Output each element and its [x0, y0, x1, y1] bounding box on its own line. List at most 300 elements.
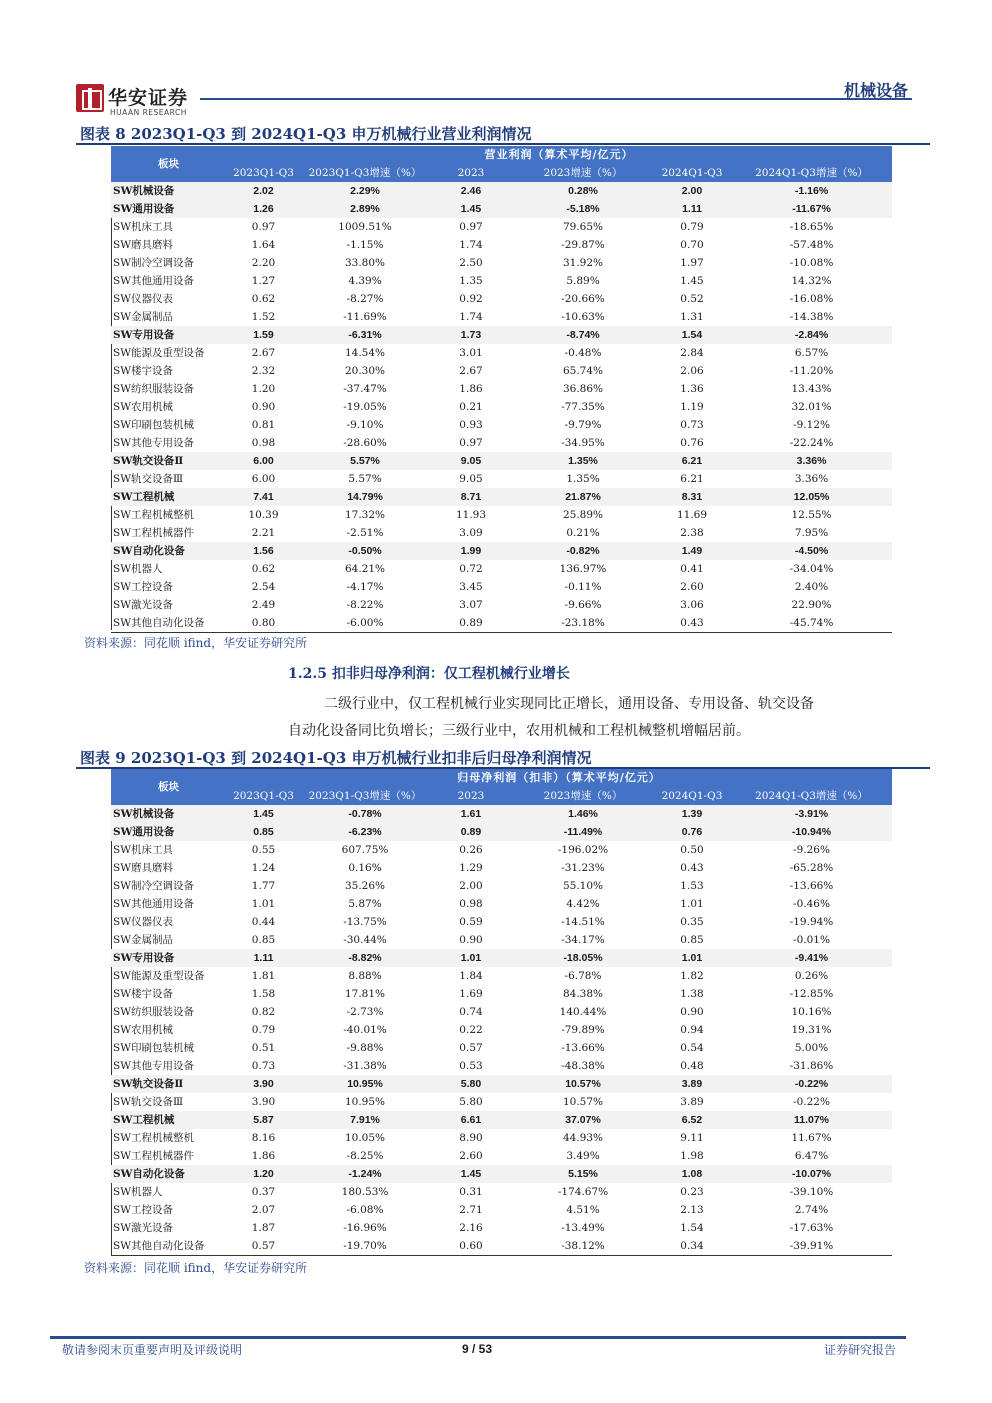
table-cell: -1.16%: [731, 182, 892, 200]
table-cell: 3.45: [459, 581, 483, 593]
row-label: SW磨具磨料: [113, 862, 173, 874]
table-row: [111, 1075, 892, 1093]
table-row: [111, 272, 892, 290]
table-cell: -9.88%: [346, 1042, 384, 1054]
table-cell: -31.86%: [789, 1060, 834, 1072]
table-cell: 1.24: [251, 862, 276, 874]
table-cell: 3.89: [653, 1075, 731, 1093]
table-row: [111, 1165, 892, 1183]
table-row: [111, 542, 892, 560]
table-cell: 5.57%: [348, 473, 382, 485]
table-cell: 0.85: [226, 823, 301, 841]
row-label: SW机器人: [113, 1186, 163, 1198]
table-cell: 2.00: [459, 880, 483, 892]
table-cell: 0.82: [251, 1006, 276, 1018]
table-row: [111, 913, 892, 931]
table-cell: -8.82%: [301, 949, 429, 967]
figure8-rule: [76, 143, 930, 145]
table-cell: 10.39: [248, 509, 279, 521]
table-cell: -3.91%: [731, 805, 892, 823]
table-cell: -2.51%: [346, 527, 384, 539]
table-cell: 0.90: [459, 934, 483, 946]
table-row: [111, 182, 892, 200]
table-cell: 12.05%: [731, 488, 892, 506]
figure8-col-header: 2024Q1-Q3: [653, 164, 731, 182]
table-cell: 0.28%: [513, 182, 653, 200]
table-cell: 1.26: [226, 200, 301, 218]
table-cell: 0.90: [251, 401, 276, 413]
row-label: SW专用设备: [111, 326, 226, 344]
row-label: SW制冷空调设备: [113, 257, 194, 269]
table-cell: -6.00%: [301, 614, 429, 633]
table-cell: -9.10%: [346, 419, 384, 431]
table-row: [111, 200, 892, 218]
table-cell: 0.89: [429, 823, 513, 841]
table-cell: 2.49: [251, 599, 276, 611]
row-label: SW轨交设备Ⅲ: [113, 473, 184, 485]
table-cell: 1.98: [680, 1150, 704, 1162]
table-cell: -0.22%: [731, 1075, 892, 1093]
table-cell: 0.79: [680, 221, 704, 233]
table-cell: 5.87%: [348, 898, 382, 910]
table-cell: 2.60: [680, 581, 704, 593]
table-cell: 3.89: [680, 1096, 704, 1108]
table-cell: 0.37: [251, 1186, 276, 1198]
table-cell: 2.32: [251, 365, 276, 377]
table-cell: 11.69: [676, 509, 708, 521]
table-cell: 0.21%: [566, 527, 600, 539]
table-cell: 9.05: [459, 473, 483, 485]
table-row: [111, 524, 892, 542]
table-cell: 2.84: [680, 347, 704, 359]
row-label: SW其他通用设备: [113, 275, 194, 287]
row-label: SW机械设备: [111, 182, 226, 200]
table-cell: 1.81: [251, 970, 276, 982]
table-cell: 0.31: [459, 1186, 483, 1198]
table-cell: 0.76: [653, 823, 731, 841]
table-cell: 0.50: [680, 844, 704, 856]
table-row: [111, 985, 892, 1003]
figure8-table: [111, 146, 892, 633]
table-cell: 1.46%: [513, 805, 653, 823]
table-cell: -11.49%: [513, 823, 653, 841]
table-cell: 1.35: [459, 275, 483, 287]
table-cell: -6.78%: [564, 970, 602, 982]
table-cell: 6.21: [680, 473, 704, 485]
table-cell: 0.97: [459, 221, 483, 233]
table-cell: 0.26%: [794, 970, 829, 982]
table-cell: 3.01: [459, 347, 483, 359]
table-cell: 79.65%: [562, 221, 604, 233]
table-cell: -13.49%: [561, 1222, 605, 1234]
table-cell: 0.22: [459, 1024, 483, 1036]
table-cell: 2.38: [680, 527, 704, 539]
table-cell: 14.32%: [791, 275, 832, 287]
figure8-col-header: 2024Q1-Q3增速（%）: [731, 164, 892, 182]
page-number: 9 / 53: [462, 1342, 493, 1356]
table-row: [111, 1201, 892, 1219]
table-cell: 0.98: [459, 898, 483, 910]
section-paragraph: [150, 691, 928, 745]
table-cell: -77.35%: [561, 401, 605, 413]
table-row: [111, 1057, 892, 1075]
table-cell: -8.27%: [346, 293, 384, 305]
row-label: SW轨交设备Ⅲ: [113, 1096, 184, 1108]
figure9-table: [111, 769, 892, 1256]
table-cell: 7.41: [226, 488, 301, 506]
table-cell: 0.52: [680, 293, 704, 305]
table-cell: 1.11: [653, 200, 731, 218]
table-cell: 1.99: [429, 542, 513, 560]
table-cell: 0.44: [251, 916, 276, 928]
table-cell: 0.55: [251, 844, 276, 856]
table-cell: 3.09: [459, 527, 483, 539]
table-cell: 6.21: [653, 452, 731, 470]
table-cell: 2.46: [429, 182, 513, 200]
table-row: [111, 859, 892, 877]
row-label: SW仪器仪表: [113, 293, 173, 305]
table-row: [111, 380, 892, 398]
table-cell: 1.35%: [513, 452, 653, 470]
table-row: [111, 452, 892, 470]
table-cell: -13.66%: [561, 1042, 605, 1054]
table-cell: 2.60: [459, 1150, 483, 1162]
table-cell: 1.86: [251, 1150, 276, 1162]
table-cell: 1.08: [653, 1165, 731, 1183]
table-cell: -0.46%: [793, 898, 830, 910]
table-cell: 2.29%: [301, 182, 429, 200]
figure9-corner-header: 板块: [111, 769, 226, 805]
table-cell: 13.43%: [791, 383, 832, 395]
table-cell: 0.23: [680, 1186, 704, 1198]
sector-label: 机械设备: [843, 81, 908, 100]
row-label: SW机床工具: [113, 221, 173, 233]
table-cell: 1.19: [680, 401, 704, 413]
table-cell: 6.47%: [794, 1150, 829, 1162]
brand-name: 华安证券: [108, 87, 189, 109]
table-cell: 32.01%: [791, 401, 832, 413]
table-cell: -12.85%: [789, 988, 834, 1000]
table-cell: 2.50: [459, 257, 483, 269]
table-cell: 1.97: [680, 257, 704, 269]
table-cell: 6.61: [429, 1111, 513, 1129]
table-cell: -0.22%: [793, 1096, 830, 1108]
table-cell: 55.10%: [562, 880, 604, 892]
table-row: [111, 398, 892, 416]
table-cell: 1.86: [459, 383, 483, 395]
table-cell: 9.05: [429, 452, 513, 470]
table-row: [111, 1237, 892, 1256]
table-row: [111, 949, 892, 967]
table-cell: 2.06: [680, 365, 704, 377]
table-cell: -4.17%: [346, 581, 384, 593]
figure8-col-header: 2023Q1-Q3增速（%）: [301, 164, 429, 182]
table-cell: 2.71: [459, 1204, 483, 1216]
table-cell: 1.77: [251, 880, 276, 892]
table-cell: 3.90: [226, 1075, 301, 1093]
figure9-col-header: 2023增速（%）: [513, 787, 653, 805]
row-label: SW工程机械: [111, 1111, 226, 1129]
table-cell: -11.69%: [343, 311, 387, 323]
table-cell: -37.47%: [343, 383, 387, 395]
table-cell: 4.51%: [566, 1204, 600, 1216]
row-label: SW激光设备: [113, 1222, 173, 1234]
table-cell: -18.05%: [513, 949, 653, 967]
table-cell: 0.98: [251, 437, 276, 449]
table-cell: -174.67%: [557, 1186, 609, 1198]
table-cell: 8.71: [429, 488, 513, 506]
table-cell: -38.12%: [513, 1237, 653, 1256]
table-cell: 19.31%: [791, 1024, 832, 1036]
table-cell: 0.43: [653, 614, 731, 633]
table-cell: -2.73%: [346, 1006, 384, 1018]
table-cell: 1.64: [251, 239, 276, 251]
table-cell: -39.10%: [789, 1186, 834, 1198]
table-cell: -19.05%: [343, 401, 387, 413]
table-cell: 1.38: [680, 988, 704, 1000]
table-row: [111, 931, 892, 949]
header-rule: [200, 98, 912, 100]
table-cell: -13.66%: [789, 880, 834, 892]
table-cell: 10.57%: [513, 1075, 653, 1093]
table-cell: -6.23%: [301, 823, 429, 841]
table-row: [111, 1093, 892, 1111]
section-heading: 1.2.5 扣非归母净利润：仅工程机械行业增长: [288, 666, 570, 682]
table-cell: 0.92: [459, 293, 483, 305]
table-cell: 0.43: [680, 862, 704, 874]
row-label: SW工程机械整机: [113, 1132, 194, 1144]
table-cell: 17.32%: [344, 509, 386, 521]
row-label: SW纺织服装设备: [113, 383, 194, 395]
table-cell: 10.16%: [791, 1006, 832, 1018]
table-cell: 0.90: [680, 1006, 704, 1018]
table-cell: -0.50%: [301, 542, 429, 560]
table-cell: 8.31: [653, 488, 731, 506]
table-cell: 0.60: [429, 1237, 513, 1256]
row-label: SW纺织服装设备: [113, 1006, 194, 1018]
table-cell: 0.85: [680, 934, 704, 946]
table-cell: -11.20%: [789, 365, 834, 377]
table-cell: 0.48: [680, 1060, 704, 1072]
table-row: [111, 1183, 892, 1201]
table-cell: 10.95%: [301, 1075, 429, 1093]
table-cell: 3.07: [459, 599, 483, 611]
table-cell: 37.07%: [513, 1111, 653, 1129]
table-cell: 2.16: [459, 1222, 483, 1234]
table-cell: -9.66%: [564, 599, 602, 611]
row-label: SW金属制品: [113, 934, 173, 946]
row-label: SW其他自动化设备: [111, 614, 226, 633]
table-row: [111, 614, 892, 633]
table-cell: 1.01: [680, 898, 704, 910]
table-row: [111, 218, 892, 236]
figure9-col-header: 2023: [429, 787, 513, 805]
table-cell: -13.75%: [343, 916, 387, 928]
table-cell: -1.24%: [301, 1165, 429, 1183]
table-cell: 12.55%: [791, 509, 832, 521]
row-label: SW工控设备: [113, 1204, 173, 1216]
table-cell: 0.74: [459, 1006, 483, 1018]
row-label: SW自动化设备: [111, 542, 226, 560]
table-row: [111, 967, 892, 985]
table-cell: 1.01: [429, 949, 513, 967]
table-cell: 1.31: [680, 311, 704, 323]
row-label: SW通用设备: [111, 823, 226, 841]
table-cell: 5.80: [429, 1075, 513, 1093]
table-cell: 1.45: [429, 1165, 513, 1183]
table-cell: -23.18%: [513, 614, 653, 633]
footer-disclaimer: 敬请参阅末页重要声明及评级说明: [62, 1343, 243, 1357]
table-cell: 0.59: [459, 916, 483, 928]
table-cell: 1.61: [429, 805, 513, 823]
table-cell: 0.76: [680, 437, 704, 449]
table-cell: 2.54: [251, 581, 276, 593]
table-cell: -9.26%: [793, 844, 830, 856]
table-cell: -16.08%: [789, 293, 834, 305]
table-cell: 0.89: [429, 614, 513, 633]
table-cell: 0.34: [653, 1237, 731, 1256]
table-cell: 1.20: [251, 383, 276, 395]
table-cell: 6.57%: [794, 347, 829, 359]
table-cell: 4.39%: [348, 275, 382, 287]
table-cell: -14.38%: [789, 311, 834, 323]
table-cell: 8.88%: [348, 970, 382, 982]
table-cell: -31.38%: [343, 1060, 387, 1072]
row-label: SW农用机械: [113, 1024, 173, 1036]
table-cell: 0.57: [226, 1237, 301, 1256]
table-cell: 2.07: [251, 1204, 276, 1216]
table-cell: 1.84: [459, 970, 483, 982]
table-cell: 1.53: [680, 880, 704, 892]
figure9-col-header: 2023Q1-Q3: [226, 787, 301, 805]
row-label: SW金属制品: [113, 311, 173, 323]
table-cell: -10.07%: [731, 1165, 892, 1183]
table-cell: -10.63%: [561, 311, 605, 323]
table-cell: 4.42%: [566, 898, 600, 910]
table-cell: -19.70%: [301, 1237, 429, 1256]
row-label: SW工程机械整机: [113, 509, 194, 521]
table-cell: 1.54: [653, 326, 731, 344]
figure8-body: [111, 182, 892, 633]
table-cell: 1.69: [459, 988, 483, 1000]
table-cell: 0.72: [459, 563, 483, 575]
row-label: SW工程机械器件: [113, 1150, 194, 1162]
row-label: SW机床工具: [113, 844, 173, 856]
table-cell: 1.59: [226, 326, 301, 344]
row-label: SW工程机械: [111, 488, 226, 506]
table-cell: 5.89%: [566, 275, 600, 287]
table-cell: -45.74%: [731, 614, 892, 633]
table-cell: 136.97%: [559, 563, 607, 575]
table-cell: -6.31%: [301, 326, 429, 344]
row-label: SW工程机械器件: [113, 527, 194, 539]
table-cell: 17.81%: [344, 988, 386, 1000]
table-cell: 5.87: [226, 1111, 301, 1129]
paragraph-line-2: 自动化设备同比负增长；三级行业中，农用机械和工程机械整机增幅居前。: [288, 723, 750, 739]
table-cell: 2.89%: [301, 200, 429, 218]
figure8-col-header: 2023: [429, 164, 513, 182]
table-cell: 0.62: [251, 293, 276, 305]
table-cell: -0.82%: [513, 542, 653, 560]
table-row: [111, 326, 892, 344]
table-cell: 6.00: [226, 452, 301, 470]
table-cell: -10.94%: [731, 823, 892, 841]
table-cell: -48.38%: [561, 1060, 605, 1072]
table-cell: 0.79: [251, 1024, 276, 1036]
table-row: [111, 434, 892, 452]
table-cell: 1.39: [653, 805, 731, 823]
table-cell: 2.00: [653, 182, 731, 200]
table-cell: 0.26: [459, 844, 483, 856]
row-label: SW能源及重型设备: [113, 347, 205, 359]
table-cell: 1.36: [680, 383, 704, 395]
table-cell: 140.44%: [559, 1006, 607, 1018]
table-cell: 8.16: [251, 1132, 276, 1144]
table-row: [111, 1129, 892, 1147]
table-cell: 2.20: [251, 257, 276, 269]
row-label: SW楼宇设备: [113, 365, 173, 377]
table-cell: 1.52: [251, 311, 276, 323]
table-cell: 1.45: [429, 200, 513, 218]
table-cell: 2.67: [251, 347, 276, 359]
table-cell: 1.20: [226, 1165, 301, 1183]
table-cell: 1.73: [429, 326, 513, 344]
table-cell: 14.79%: [301, 488, 429, 506]
table-cell: 2.02: [226, 182, 301, 200]
table-cell: 0.35: [680, 916, 704, 928]
table-cell: 2.74%: [794, 1204, 829, 1216]
row-label: SW印刷包装机械: [113, 1042, 194, 1054]
table-cell: 1.74: [459, 311, 483, 323]
table-cell: -8.25%: [346, 1150, 384, 1162]
table-cell: 2.67: [459, 365, 483, 377]
table-cell: -17.63%: [789, 1222, 834, 1234]
table-cell: -39.91%: [731, 1237, 892, 1256]
table-cell: 1.54: [680, 1222, 704, 1234]
table-cell: -19.94%: [789, 916, 834, 928]
table-cell: -8.74%: [513, 326, 653, 344]
table-cell: 0.97: [459, 437, 483, 449]
table-cell: -6.08%: [346, 1204, 384, 1216]
table-row: [111, 290, 892, 308]
table-cell: 8.90: [459, 1132, 483, 1144]
table-cell: 11.67%: [791, 1132, 832, 1144]
table-row: [111, 236, 892, 254]
row-label: SW机械设备: [111, 805, 226, 823]
table-cell: 33.80%: [344, 257, 386, 269]
table-cell: -40.01%: [343, 1024, 387, 1036]
table-cell: 14.54%: [344, 347, 386, 359]
row-label: SW机器人: [113, 563, 163, 575]
table-cell: 180.53%: [341, 1186, 389, 1198]
table-cell: -2.84%: [731, 326, 892, 344]
table-cell: 0.21: [459, 401, 483, 413]
row-label: SW自动化设备: [111, 1165, 226, 1183]
table-row: [111, 1111, 892, 1129]
brand-subtitle: HUAAN RESEARCH: [110, 108, 187, 117]
table-cell: 5.80: [459, 1096, 483, 1108]
row-label: SW磨具磨料: [113, 239, 173, 251]
table-cell: -34.95%: [561, 437, 605, 449]
table-cell: 3.90: [251, 1096, 276, 1108]
table-row: [111, 254, 892, 272]
table-cell: -9.12%: [793, 419, 830, 431]
table-cell: -34.17%: [561, 934, 605, 946]
table-cell: 1.29: [459, 862, 483, 874]
table-cell: 35.26%: [344, 880, 386, 892]
table-cell: 7.95%: [794, 527, 829, 539]
table-cell: 2.21: [251, 527, 276, 539]
